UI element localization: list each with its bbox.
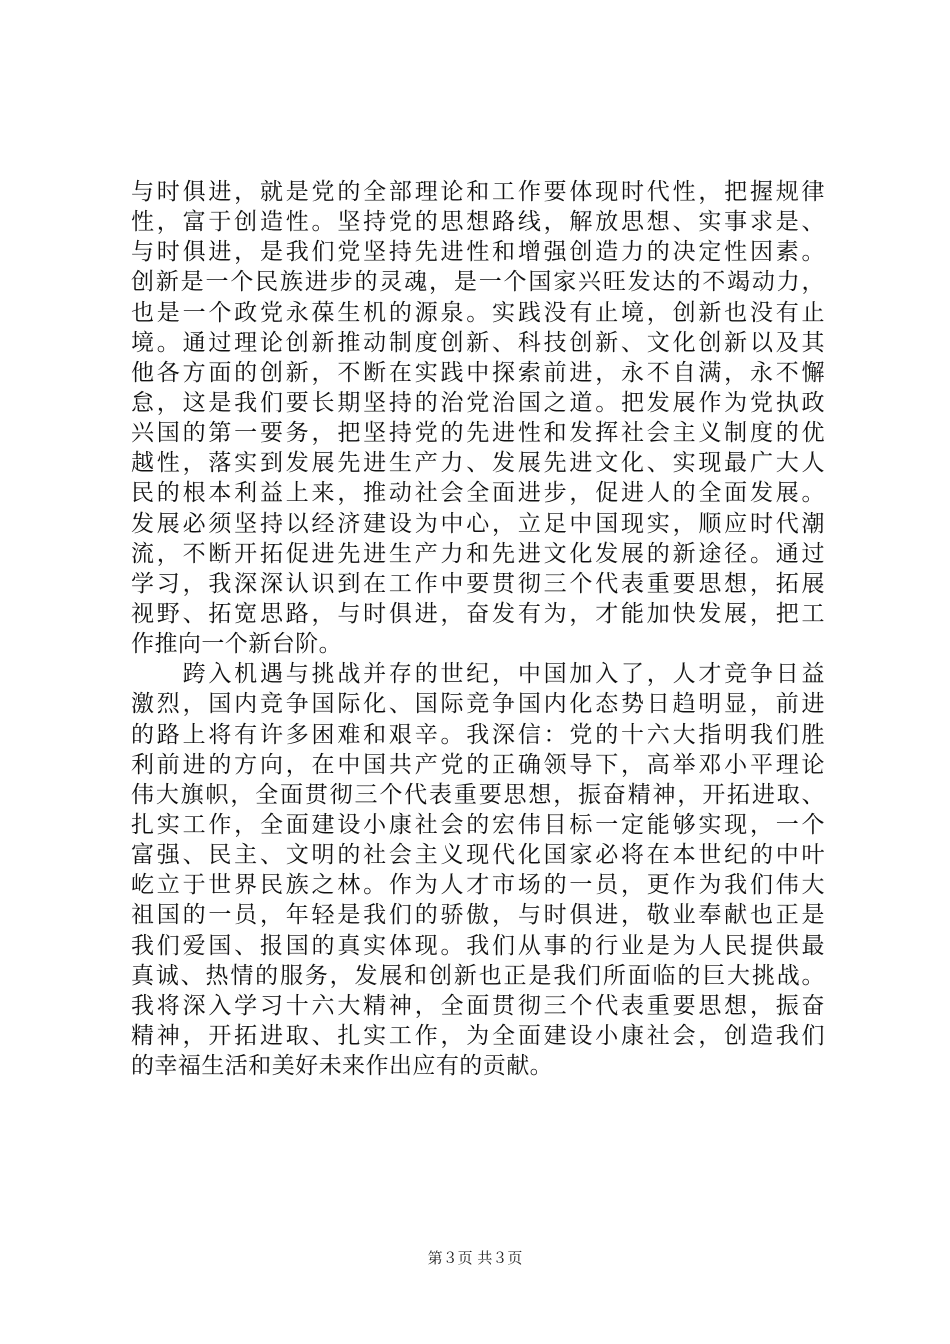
text-line: 我们爱国、报国的真实体现。我们从事的行业是为人民提供最 xyxy=(131,932,825,959)
text-line: 富强、民主、文明的社会主义现代化国家必将在本世纪的中叶 xyxy=(131,842,825,869)
text-line: 伟大旗帜，全面贯彻三个代表重要思想，振奋精神，开拓进取、 xyxy=(131,781,825,808)
text-line: 越性，落实到发展先进生产力、发展先进文化、实现最广大人 xyxy=(131,450,825,477)
text-line: 性，富于创造性。坚持党的思想路线，解放思想、实事求是、 xyxy=(131,209,825,236)
text-line: 流，不断开拓促进先进生产力和先进文化发展的新途径。通过 xyxy=(131,540,825,567)
text-line: 的路上将有许多困难和艰辛。我深信：党的十六大指明我们胜 xyxy=(131,721,825,748)
text-line: 作推向一个新台阶。 xyxy=(131,631,343,658)
text-line: 创新是一个民族进步的灵魂，是一个国家兴旺发达的不竭动力， xyxy=(131,269,825,296)
text-line: 与时俱进，是我们党坚持先进性和增强创造力的决定性因素。 xyxy=(131,239,825,266)
text-line: 我将深入学习十六大精神，全面贯彻三个代表重要思想，振奋 xyxy=(131,992,825,1019)
text-line: 利前进的方向，在中国共产党的正确领导下，高举邓小平理论 xyxy=(131,751,825,778)
text-line: 的幸福生活和美好未来作出应有的贡献。 xyxy=(131,1053,554,1080)
text-line: 跨入机遇与挑战并存的世纪，中国加入了，人才竞争日益 xyxy=(131,661,825,688)
text-line: 扎实工作，全面建设小康社会的宏伟目标一定能够实现，一个 xyxy=(131,811,825,838)
text-line: 民的根本利益上来，推动社会全面进步，促进人的全面发展。 xyxy=(131,480,825,507)
text-line: 他各方面的创新，不断在实践中探索前进，永不自满，永不懈 xyxy=(131,359,825,386)
text-line: 视野、拓宽思路，与时俱进，奋发有为，才能加快发展，把工 xyxy=(131,600,825,627)
text-line: 精神，开拓进取、扎实工作，为全面建设小康社会，创造我们 xyxy=(131,1022,825,1049)
text-line: 学习，我深深认识到在工作中要贯彻三个代表重要思想，拓展 xyxy=(131,570,825,597)
text-line: 与时俱进，就是党的全部理论和工作要体现时代性，把握规律 xyxy=(131,179,825,205)
text-line: 屹立于世界民族之林。作为人才市场的一员，更作为我们伟大 xyxy=(131,872,825,899)
page-number-footer: 第３页 共３页 xyxy=(427,1249,523,1267)
text-line: 激烈，国内竞争国际化、国际竞争国内化态势日趋明显，前进 xyxy=(131,691,825,718)
body-text xyxy=(131,177,825,1081)
text-line: 发展必须坚持以经济建设为中心，立足中国现实，顺应时代潮 xyxy=(131,510,825,537)
text-line: 兴国的第一要务，把坚持党的先进性和发挥社会主义制度的优 xyxy=(131,420,825,447)
text-line: 真诚、热情的服务，发展和创新也正是我们所面临的巨大挑战。 xyxy=(131,962,825,989)
text-line: 境。通过理论创新推动制度创新、科技创新、文化创新以及其 xyxy=(131,329,825,356)
text-line: 祖国的一员，年轻是我们的骄傲，与时俱进，敬业奉献也正是 xyxy=(131,902,825,929)
text-line: 怠，这是我们要长期坚持的治党治国之道。把发展作为党执政 xyxy=(131,389,825,416)
text-line: 也是一个政党永葆生机的源泉。实践没有止境，创新也没有止 xyxy=(131,299,825,326)
